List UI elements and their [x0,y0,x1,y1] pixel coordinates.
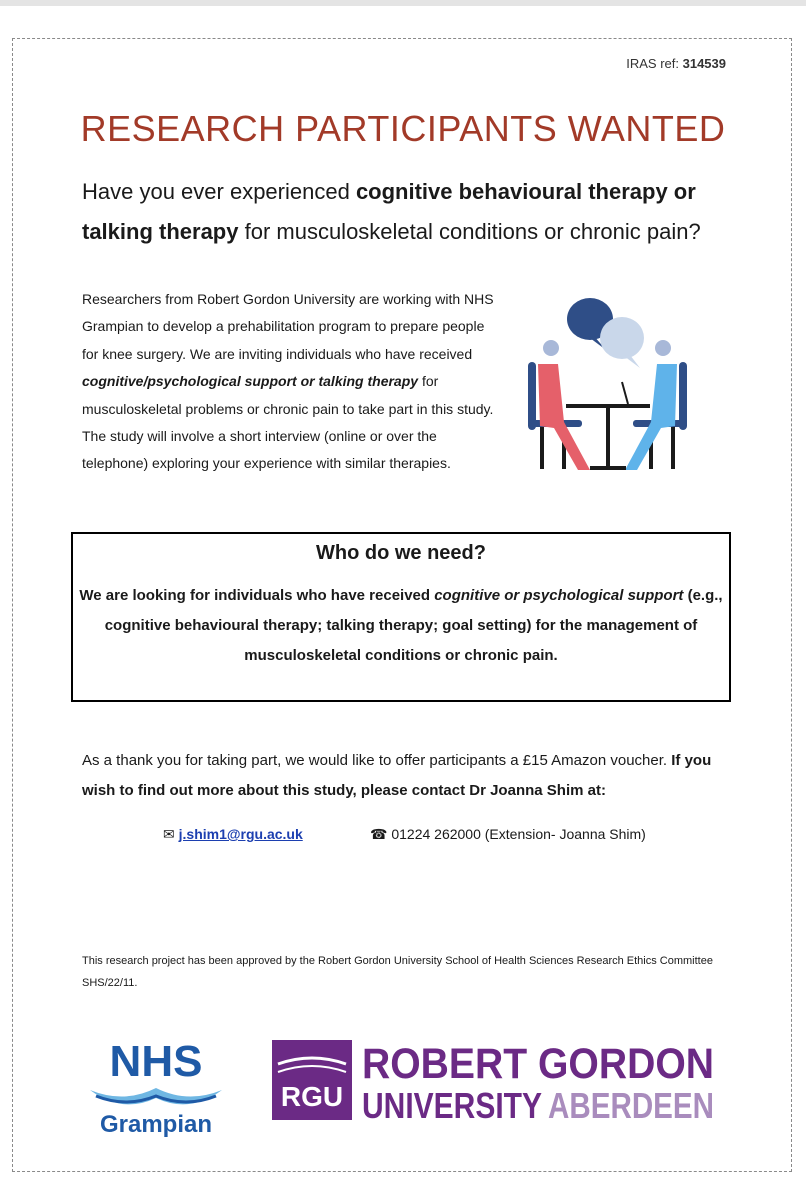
telephone-icon: ☎ [370,826,388,842]
conversation-illustration [520,292,695,477]
envelope-icon: ✉ [163,826,175,842]
window-top-bar [0,0,806,6]
rgu-name-line1: ROBERT GORDON [362,1040,714,1088]
email-link[interactable]: j.shim1@rgu.ac.uk [178,826,303,842]
rgu-badge-text: RGU [280,1081,344,1112]
email-contact [163,826,303,843]
rgu-name-line2a: UNIVERSITY [362,1085,542,1126]
thank-you-paragraph: As a thank you for taking part, we would like to offer participants a £15 Amazon voucher. If you wish to find out more about this study, please contact Dr Joanna Shim at: [82,752,712,799]
nhs-grampian-logo [86,1036,226,1140]
iras-reference: IRAS ref: 314539 [626,56,726,71]
phone-number: 01224 262000 (Extension- Joanna Shim) [391,826,646,842]
ethics-statement: This research project has been approved by the Robert Gordon University School of Health Sciences Research Ethics Committee SHS/22/11. [82,955,713,989]
rgu-name-line2b: ABERDEEN [548,1085,714,1126]
page-title: RESEARCH PARTICIPANTS WANTED [80,108,726,149]
headline-question: Have you ever experienced cognitive behavioural therapy or talking therapy for musculoskeletal conditions or chronic pain? [82,179,701,244]
rgu-logo [272,1034,722,1124]
nhs-wordmark: NHS [109,1037,203,1086]
need-description: We are looking for individuals who have received cognitive or psychological support (e.g., cognitive behavioural therapy; talking therapy; goal setting) for the management of musculoskeletal conditions or chronic pain. [79,587,723,664]
need-heading: Who do we need? [316,542,486,564]
who-do-we-need-box [71,532,731,702]
grampian-wordmark: Grampian [99,1111,213,1138]
intro-paragraph: Researchers from Robert Gordon University are working with NHS Grampian to develop a prehabilitation program to prepare people for knee surgery. We are inviting individuals who have received cognitive/psychological support or talking therapy for musculoskeletal problems or chronic pain to take part in this study. The study will involve a short interview (online or over the telephone) exploring your experience with similar therapies. [82,291,494,472]
phone-contact [370,826,646,843]
